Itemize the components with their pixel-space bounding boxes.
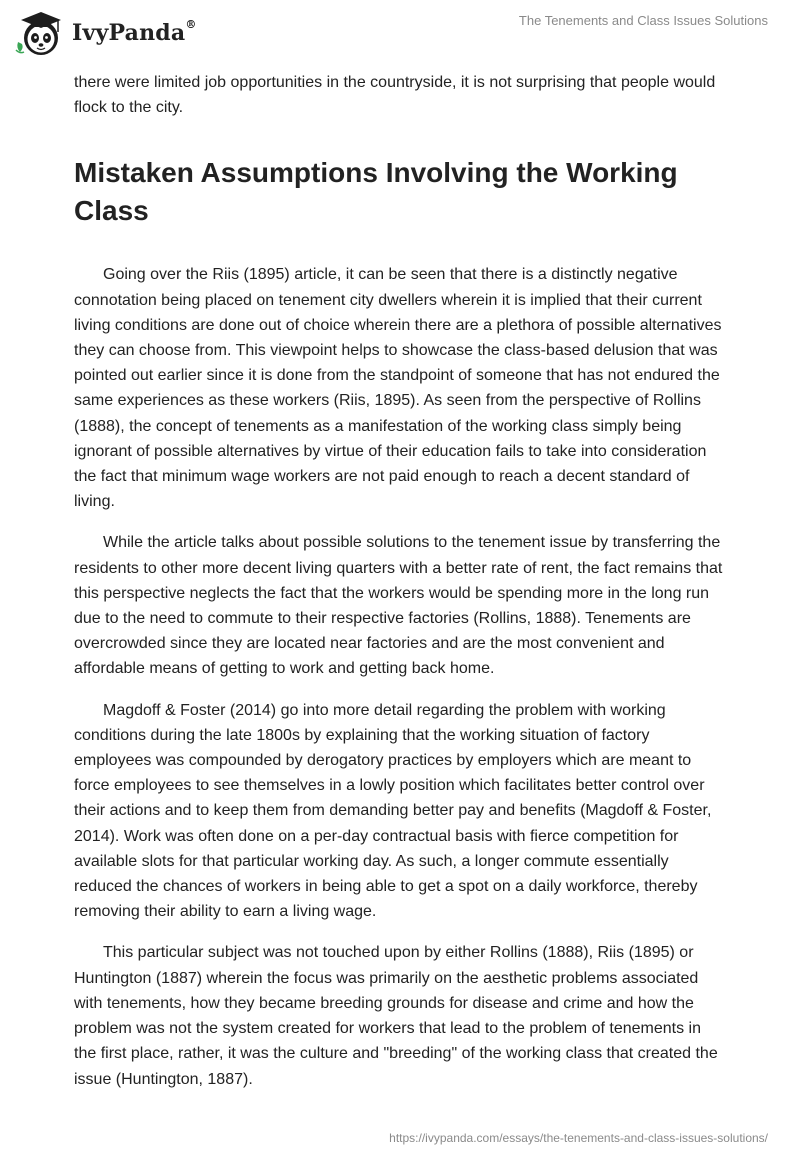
body-paragraph: Magdoff & Foster (2014) go into more detail regarding the problem with working conditions during the late 1800s by explaining that the working situation of factory employees was compounded by derogatory practices by employers which are meant to force employees to see themselves in a lowly position which facilitates better control over their actions and to keep them from demanding better pay and benefits (Magdoff & Foster, 2014). Work was often done on a per-day contractual basis with fierce competition for available slots for that particular working day. As such, a longer commute essentially reduced the chances of workers in being able to get a spot on a daily workforce, thereby removing their ability to earn a living wage. xyxy=(74,701,712,921)
document-title: The Tenements and Class Issues Solutions xyxy=(518,13,768,28)
ivypanda-logo[interactable] xyxy=(14,8,197,58)
body-paragraph: Going over the Riis (1895) article, it can be seen that there is a distinctly negative connotation being placed on tenement city dwellers wherein it is implied that their current living conditions are done out of choice wherein there are a plethora of possible alternatives they can choose from. This viewpoint helps to showcase the class-based delusion that was pointed out earlier since it is done from the standpoint of someone that has not endured the same experiences as these workers (Riis, 1895). As seen from the perspective of Rollins (1888), the concept of tenements as a manifestation of the working class simply being ignorant of possible alternatives by virtue of their education fails to take into consideration the fact that minimum wage workers are not paid enough to reach a decent standard of living. xyxy=(74,266,722,511)
panda-graduate-icon xyxy=(14,8,68,58)
source-url[interactable]: https://ivypanda.com/essays/the-tenements-and-class-issues-solutions/ xyxy=(389,1131,768,1145)
body-paragraph: This particular subject was not touched upon by either Rollins (1888), Riis (1895) or Huntington (1887) wherein the focus was primarily on the aesthetic problems associated with tenements, how they became breeding grounds for disease and crime and how the problem was not the system created for workers that lead to the problem of tenements in the first place, rather, it was the culture and "breeding" of the working class that created the issue (Huntington, 1887). xyxy=(74,944,718,1088)
essay-content xyxy=(74,70,726,1108)
brand-name: IvyPanda® xyxy=(72,17,197,46)
page-header xyxy=(0,0,800,70)
registered-mark: ® xyxy=(185,17,197,31)
section-heading: Mistaken Assumptions Involving the Working Class xyxy=(74,157,678,227)
intro-paragraph: there were limited job opportunities in the countryside, it is not surprising that people would flock to the city. xyxy=(74,74,716,117)
body-paragraph: While the article talks about possible solutions to the tenement issue by transferring the residents to other more decent living quarters with a better rate of rent, the fact remains that this perspective neglects the fact that the workers would be spending more in the long run due to the need to commute to their respective factories (Rollins, 1888). Tenements are overcrowded since they are located near factories and are the most convenient and affordable means of getting to work and getting back home. xyxy=(74,534,723,678)
